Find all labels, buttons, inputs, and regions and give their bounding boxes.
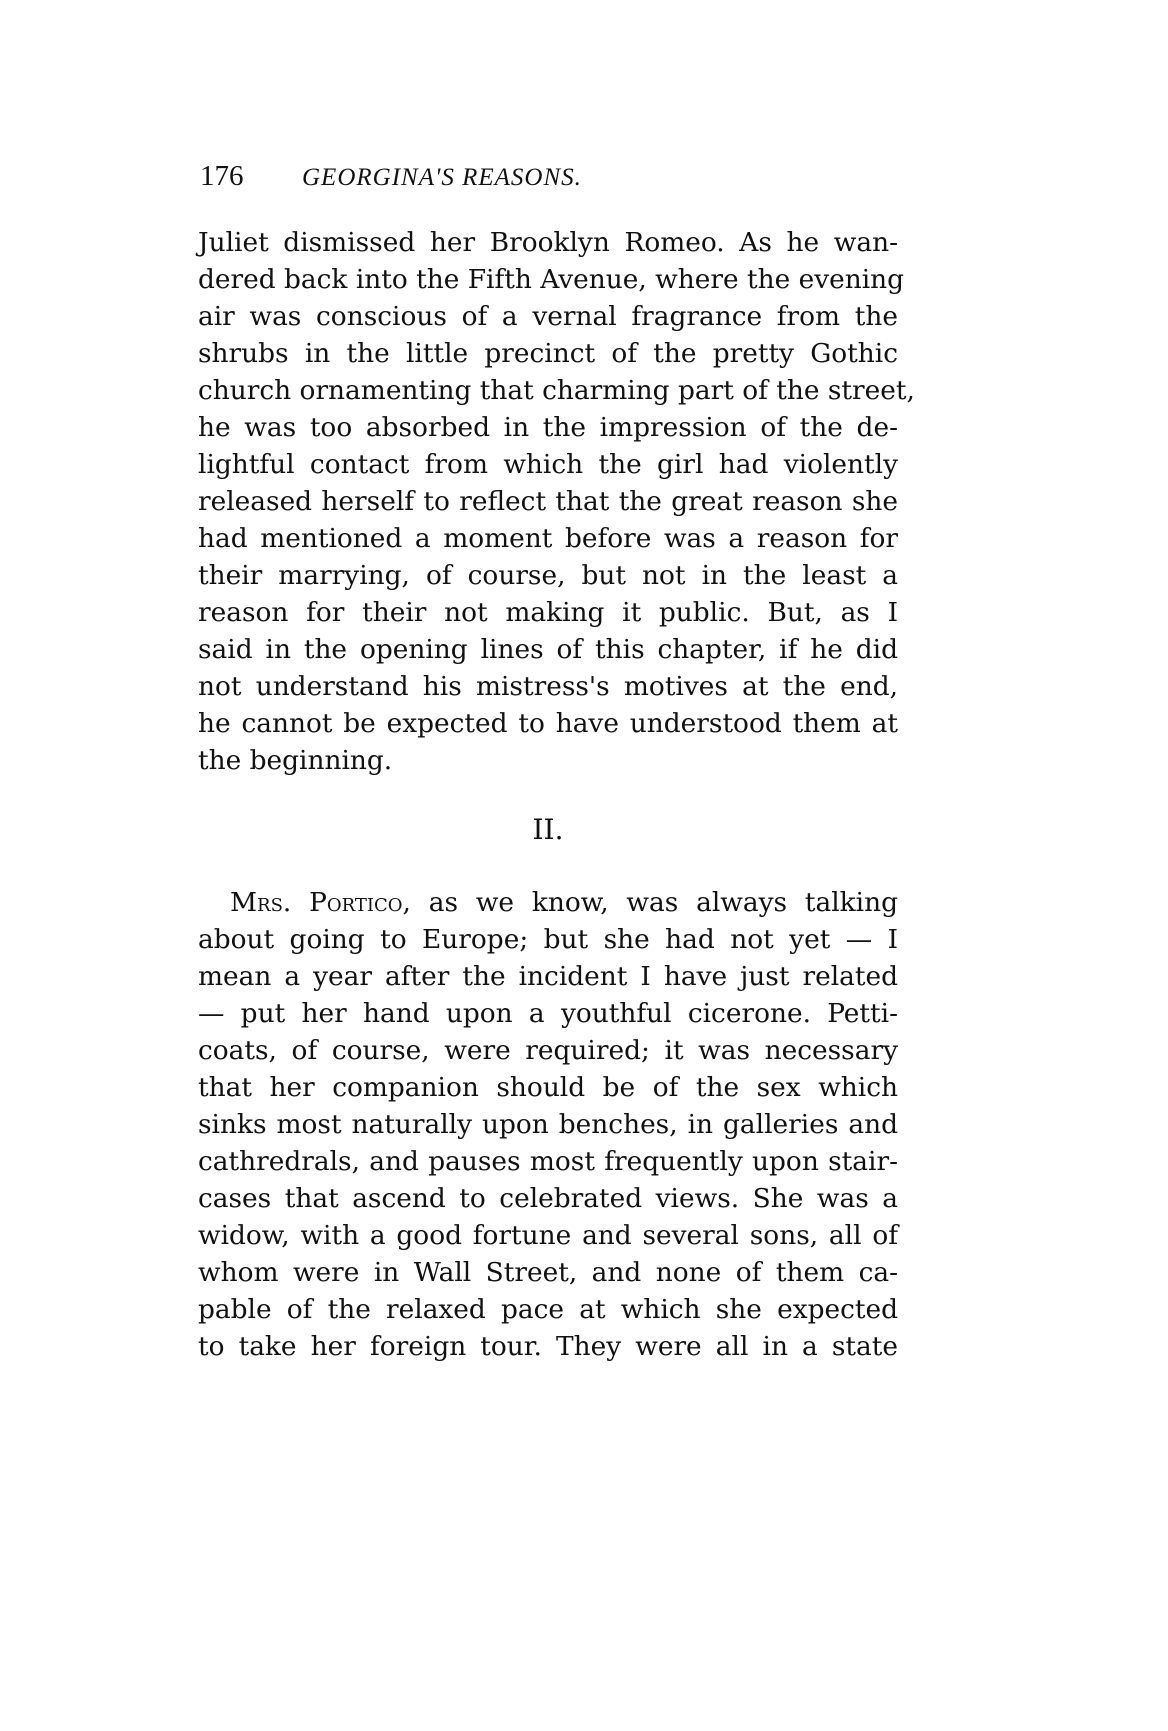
section-heading: II.: [532, 813, 564, 846]
text-line: church ornamenting that charming part of the street,: [198, 375, 915, 406]
text-line: that her companion should be of the sex which: [198, 1072, 898, 1103]
running-head: [200, 160, 900, 204]
text-line: cases that ascend to celebrated views. She was a: [198, 1183, 898, 1214]
text-line: the beginning.: [198, 745, 393, 776]
text-line: lightful contact from which the girl had violently: [198, 449, 898, 480]
text-line: reason for their not making it public. But, as I: [198, 597, 898, 628]
text-line: their marrying, of course, but not in the least a: [198, 560, 898, 591]
text-line: dered back into the Fifth Avenue, where the evening: [198, 264, 905, 295]
text-line: not understand his mistress's motives at the end,: [198, 671, 898, 702]
text-line-first: [198, 884, 898, 921]
text-line: said in the opening lines of this chapter, if he did: [198, 634, 898, 665]
body-text: [198, 224, 915, 1365]
text-line: whom were in Wall Street, and none of them ca-: [198, 1257, 898, 1288]
text-line: coats, of course, were required; it was necessary: [198, 1035, 898, 1066]
running-title: GEORGINA'S REASONS.: [302, 164, 582, 191]
text-line: he cannot be expected to have understood them at: [198, 708, 898, 739]
page-number: 176: [200, 160, 244, 192]
text-line: air was conscious of a vernal fragrance from the: [198, 301, 898, 332]
text-fragment: , as we know, was always talking: [402, 887, 898, 918]
text-line: shrubs in the little precinct of the pretty Gothic: [198, 338, 898, 369]
text-line: to take her foreign tour. They were all in a state: [198, 1331, 898, 1362]
text-line: mean a year after the incident I have just related: [198, 961, 898, 992]
text-line: widow, with a good fortune and several sons, all of: [198, 1220, 898, 1251]
paragraph-2: [198, 884, 898, 1365]
text-line: released herself to reflect that the great reason she: [198, 486, 898, 517]
text-line: sinks most naturally upon benches, in galleries and: [198, 1109, 898, 1140]
name-smallcaps: Mrs. Portico: [230, 887, 403, 918]
text-line: he was too absorbed in the impression of the de-: [198, 412, 898, 443]
text-line: had mentioned a moment before was a reason for: [198, 523, 898, 554]
text-line: pable of the relaxed pace at which she expected: [198, 1294, 898, 1325]
text-line: Juliet dismissed her Brooklyn Romeo. As he wan-: [198, 227, 898, 258]
text-line: cathredrals, and pauses most frequently upon stair-: [198, 1146, 898, 1177]
text-line: about going to Europe; but she had not yet — I: [198, 924, 898, 955]
text-line: — put her hand upon a youthful cicerone. Petti-: [198, 998, 898, 1029]
paragraph-1: [198, 224, 915, 779]
